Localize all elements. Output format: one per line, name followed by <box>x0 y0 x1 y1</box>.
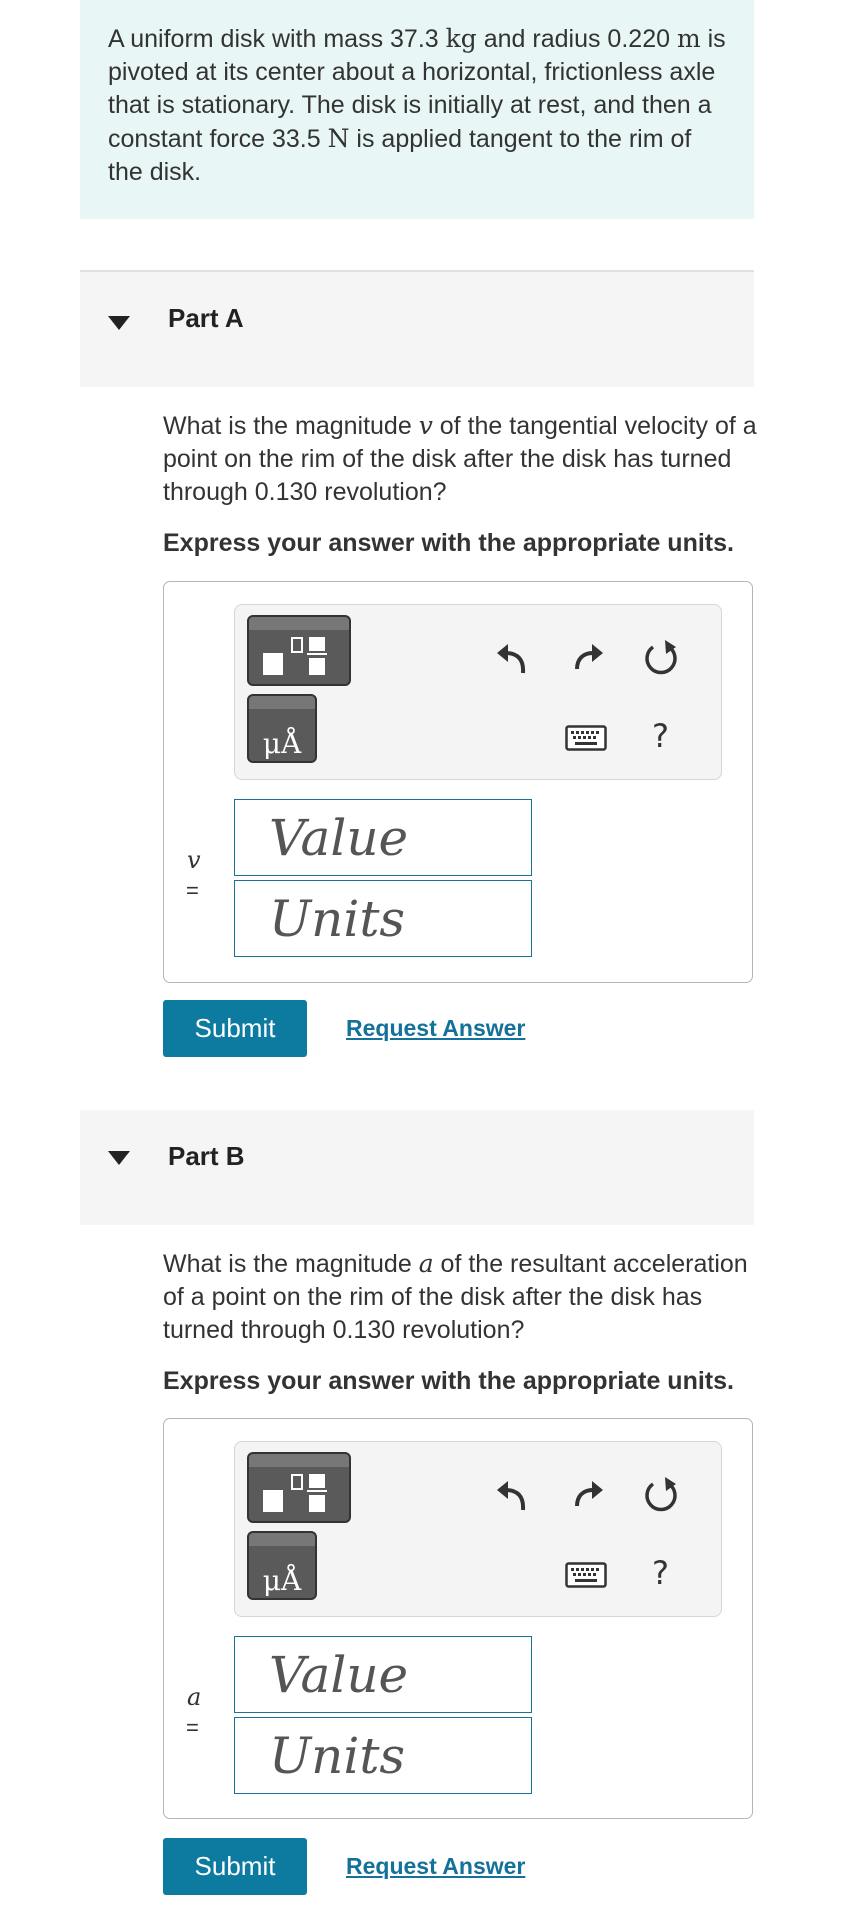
redo-icon[interactable] <box>569 1476 609 1516</box>
units-button-label: μÅ <box>262 727 302 760</box>
request-answer-link[interactable]: Request Answer <box>346 1853 526 1879</box>
undo-icon[interactable] <box>493 639 533 679</box>
part-b-question <box>163 1247 763 1347</box>
part-a-question-post: of the tangential velocity of a point on the rim of the disk after the disk has turned through 0.130 revolution? <box>163 412 757 506</box>
reset-icon[interactable] <box>639 1474 683 1518</box>
value-field[interactable] <box>234 1636 532 1713</box>
units-field[interactable] <box>234 880 532 957</box>
keyboard-icon[interactable] <box>565 725 607 751</box>
problem-text-2: and radius 0.220 <box>476 25 677 53</box>
redo-icon[interactable] <box>569 639 609 679</box>
problem-text-4: is applied tangent to the rim of the disk. <box>108 125 692 186</box>
problem-text-3: is pivoted at its center about a horizontal, frictionless axle that is stationary. The disk is initially at rest, and then a constant force 33.5 <box>108 25 726 153</box>
part-a-header[interactable] <box>80 272 754 387</box>
math-toolbar <box>234 604 722 780</box>
part-b-question-pre: What is the magnitude <box>163 1250 419 1278</box>
part-b-variable-label: a <box>187 1683 202 1711</box>
undo-icon[interactable] <box>493 1476 533 1516</box>
units-field[interactable] <box>234 1717 532 1794</box>
fraction-template-icon[interactable] <box>247 615 351 686</box>
help-icon[interactable]: ? <box>652 1554 669 1592</box>
problem-text-1: A uniform disk with mass 37.3 <box>108 25 446 53</box>
part-b-question-var: a <box>418 1249 434 1278</box>
math-toolbar <box>234 1441 722 1617</box>
fraction-template-icon[interactable] <box>247 1452 351 1523</box>
keyboard-icon[interactable] <box>565 1562 607 1588</box>
request-answer-link[interactable]: Request Answer <box>346 1015 526 1041</box>
units-button-label: μÅ <box>262 1564 302 1597</box>
value-input[interactable] <box>235 800 531 875</box>
value-field[interactable] <box>234 799 532 876</box>
part-b-answer-box <box>163 1418 753 1819</box>
units-icon[interactable] <box>247 694 317 763</box>
part-b-title: Part B <box>168 1141 245 1171</box>
units-icon[interactable] <box>247 1531 317 1600</box>
submit-button[interactable]: Submit <box>163 1838 307 1895</box>
unit-m: m <box>676 24 701 53</box>
problem-statement <box>80 0 754 219</box>
units-input[interactable] <box>235 881 531 956</box>
unit-kg: kg <box>445 24 477 53</box>
units-input[interactable] <box>235 1718 531 1793</box>
equals-sign: = <box>186 878 199 903</box>
equals-sign: = <box>186 1715 199 1740</box>
collapse-triangle-icon[interactable] <box>108 316 130 330</box>
part-b-instruction: Express your answer with the appropriate units. <box>163 1367 734 1395</box>
value-input[interactable] <box>235 1637 531 1712</box>
part-a-title: Part A <box>168 303 244 333</box>
reset-icon[interactable] <box>639 637 683 681</box>
part-a-answer-box <box>163 581 753 983</box>
part-a-question <box>163 409 763 509</box>
part-a-question-pre: What is the magnitude <box>163 412 419 440</box>
unit-n: N <box>327 124 350 153</box>
part-b-question-post: of the resultant acceleration of a point on the rim of the disk after the disk has turned through 0.130 revolution? <box>163 1250 748 1344</box>
collapse-triangle-icon[interactable] <box>108 1151 130 1165</box>
part-b-header[interactable] <box>80 1110 754 1225</box>
part-a-question-var: v <box>418 411 433 440</box>
part-a-variable-label: v <box>187 846 201 874</box>
part-a-instruction: Express your answer with the appropriate units. <box>163 529 734 557</box>
help-icon[interactable]: ? <box>652 717 669 755</box>
submit-button[interactable]: Submit <box>163 1000 307 1057</box>
